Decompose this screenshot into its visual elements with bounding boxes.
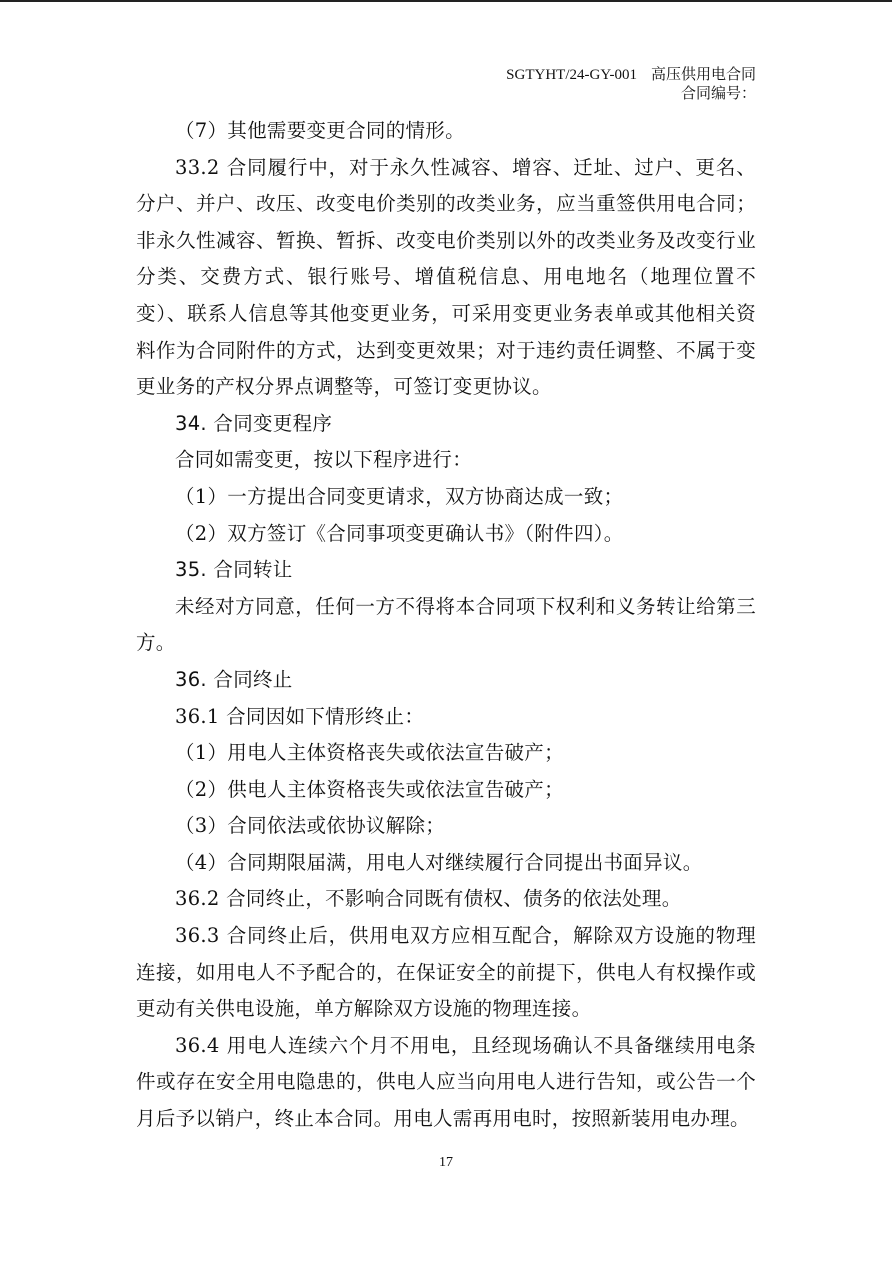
page-number: 17 xyxy=(439,1155,453,1170)
top-border-rule xyxy=(0,0,892,2)
contract-number-label: 合同编号： xyxy=(680,86,756,102)
clause-36-1-item-3: （3）合同依法或依协议解除； xyxy=(175,814,446,838)
clause-34-item-1: （1）一方提出合同变更请求，双方协商达成一致； xyxy=(175,484,624,508)
section-heading-36: 36. 合同终止 xyxy=(175,667,293,691)
clause-36-1-item-4: （4）合同期限届满，用电人对继续履行合同提出书面异议。 xyxy=(175,850,703,874)
section-heading-34: 34. 合同变更程序 xyxy=(175,411,333,435)
page-header xyxy=(506,66,756,104)
clause-34-item-2: （2）双方签订《合同事项变更确认书》（附件四）。 xyxy=(175,521,624,545)
header-line-1 xyxy=(506,66,756,85)
clause-36-4: 36.4 用电人连续六个月不用电，且经现场确认不具备继续用电条件或存在安全用电隐患的，供电人应当向用电人进行告知，或公告一个月后予以销户，终止本合同。用电人需再用电时，按照新装用电办理。 xyxy=(136,1033,756,1131)
clause-36-2: 36.2 合同终止，不影响合同既有债权、债务的依法处理。 xyxy=(175,887,682,911)
clause-34-intro: 合同如需变更，按以下程序进行： xyxy=(175,448,473,472)
clause-33-2: 33.2 合同履行中，对于永久性减容、增容、迁址、过户、更名、分户、并户、改压、改变电价类别的改类业务，应当重签供用电合同；非永久性减容、暂换、暂拆、改变电价类别以外的改类业务及改变行业分类、交费方式、银行账号、增值税信息、用电地名（地理位置不变）、联系人信息等其他变更业务，可采用变更业务表单或其他相关资料作为合同附件的方式，达到变更效果；对于违约责任调整、不属于变更业务的产权分界点调整等，可签订变更协议。 xyxy=(136,155,756,399)
clause-36-3: 36.3 合同终止后，供用电双方应相互配合，解除双方设施的物理连接，如用电人不予配合的，在保证安全的前提下，供电人有权操作或更动有关供电设施，单方解除双方设施的物理连接。 xyxy=(136,924,756,1021)
document-code: SGTYHT/24-GY-001 xyxy=(506,67,637,83)
clause-35-text: 未经对方同意，任何一方不得将本合同项下权利和义务转让给第三方。 xyxy=(136,594,756,655)
clause-36-1-item-1: （1）用电人主体资格丧失或依法宣告破产； xyxy=(175,741,564,765)
clause-36-1: 36.1 合同因如下情形终止： xyxy=(175,704,425,728)
document-body xyxy=(136,113,756,1138)
clause-item-7: （7）其他需要变更合同的情形。 xyxy=(175,119,465,142)
clause-36-1-item-2: （2）供电人主体资格丧失或依法宣告破产； xyxy=(175,777,564,801)
section-heading-35: 35. 合同转让 xyxy=(175,558,293,582)
document-title: 高压供用电合同 xyxy=(650,67,756,83)
